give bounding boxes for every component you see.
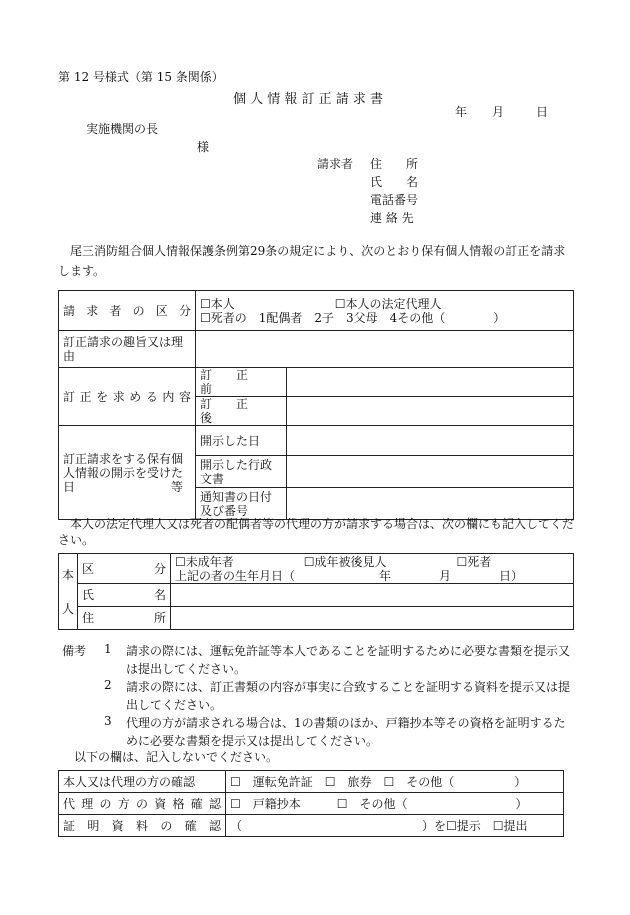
option-agent[interactable]: ☐本人の法定代理人 <box>334 296 442 311</box>
remark-3-num: 3 <box>104 714 112 728</box>
remark-1-text: 請求の際には、運転免許証等本人であることを証明するために必要な書類を提示又は提出してください。 <box>126 644 571 676</box>
reason-label-cell <box>59 331 196 368</box>
requester-name-label: 氏 名 <box>370 175 419 189</box>
agent-side-text: 本人 <box>61 567 74 616</box>
office-row1-content[interactable]: ☐ 運転免許証 ☐ 旅券 ☐ その他（ ） <box>226 771 564 793</box>
category-label-cell <box>59 291 196 331</box>
content-label-cell <box>59 368 196 426</box>
office-row3-content[interactable]: （ ）を☐提示 ☐提出 <box>226 815 564 837</box>
agent-name-label <box>78 584 171 607</box>
requester-address-label: 住 所 <box>370 157 419 171</box>
office-row3-label-cell <box>59 815 226 837</box>
page-title: 個 人 情 報 訂 正 請 求 書 <box>233 92 384 107</box>
reason-label: 訂正請求の趣旨又は理由 <box>63 335 184 363</box>
agent-address-field[interactable] <box>171 607 574 630</box>
disclosed-doc-field[interactable] <box>287 456 574 488</box>
agent-address-label <box>78 607 171 630</box>
request-table <box>58 290 574 520</box>
remark-1-num: 1 <box>104 642 112 656</box>
form-number: 第 12 号様式（第 15 条関係） <box>58 70 224 84</box>
addressee-honorific: 様 <box>197 140 210 154</box>
reason-field[interactable] <box>196 331 574 368</box>
office-table <box>58 770 564 837</box>
remarks-label: 備考 <box>62 644 87 658</box>
office-row1-label: 本人又は代理の方の確認 <box>59 771 226 793</box>
requester-contact-label: 連 絡 先 <box>370 211 414 225</box>
agent-address-text: 住 所 <box>82 611 166 625</box>
agent-category-options <box>171 554 574 584</box>
date-year: 年 <box>455 105 468 119</box>
office-row2-label: 代理の方の資格確認 <box>63 796 221 811</box>
before-label: 訂 正 前 <box>196 368 287 397</box>
addressee-org: 実施機関の長 <box>86 122 159 136</box>
disclosed-doc-label <box>196 456 287 488</box>
disclosed-date-field[interactable] <box>287 426 574 456</box>
office-row3-label: 証明資料の確認 <box>63 818 221 833</box>
office-row2-label-cell <box>59 793 226 815</box>
agent-category-text: 区 分 <box>82 561 166 576</box>
date-month: 月 <box>492 105 505 119</box>
after-field[interactable] <box>287 397 574 426</box>
category-options <box>196 291 574 331</box>
office-row2-content[interactable]: ☐ 戸籍抄本 ☐ その他（ ） <box>226 793 564 815</box>
option-deceased[interactable]: ☐死者の 1配偶者 2子 3父母 4その他（ ） <box>200 310 506 325</box>
agent-name-text: 氏 名 <box>82 588 166 602</box>
agent-name-field[interactable] <box>171 584 574 607</box>
agent-table <box>58 553 574 630</box>
remark-2-num: 2 <box>104 678 112 692</box>
office-note: 以下の欄は、記入しないでください。 <box>74 750 279 764</box>
option-self[interactable]: ☐本人 <box>200 296 235 311</box>
requester-heading: 請求者 <box>317 157 354 171</box>
disclosed-doc-text: 開示した行政文書 <box>200 457 273 486</box>
after-label: 訂 正 後 <box>196 397 287 426</box>
option-dead[interactable]: ☐死者 <box>456 554 492 569</box>
remark-2-text: 請求の際には、訂正書類の内容が事実に合致することを証明する資料を提示又は提出してください。 <box>126 680 571 712</box>
disclosure-label-cell <box>59 426 196 520</box>
option-ward[interactable]: ☐成年被後見人 <box>303 554 387 569</box>
before-field[interactable] <box>287 368 574 397</box>
requester-phone-label: 電話番号 <box>370 193 419 207</box>
agent-category-label <box>78 554 171 584</box>
disclosed-date-label: 開示した日 <box>196 426 287 456</box>
agent-side-label <box>59 554 78 630</box>
intro-text: 尾三消防組合個人情報保護条例第29条の規定により、次のとおり保有個人情報の訂正を請求します。 <box>58 244 566 278</box>
notice-text: 通知書の日付及び番号 <box>200 489 273 518</box>
content-label: 訂正を求める内容 <box>63 389 191 404</box>
remark-3-text: 代理の方が請求される場合は、1の書類のほか、戸籍抄本等その資格を証明するために必要な書類を提示又は提出してください。 <box>126 716 566 748</box>
option-minor[interactable]: ☐未成年者 <box>175 554 234 569</box>
date-day: 日 <box>536 105 549 119</box>
notice-field[interactable] <box>287 488 574 520</box>
agent-note: 本人の法定代理人又は死者の配偶者等の代理の方が請求する場合は、次の欄にも記入してください。 <box>58 517 575 547</box>
notice-label <box>196 488 287 520</box>
category-label: 請求者の区分 <box>63 303 191 318</box>
disclosure-label: 訂正請求をする保有個人情報の開示を受けた日等 <box>63 451 184 494</box>
birthdate-line: 上記の者の生年月日（ 年 月 日） <box>175 568 524 583</box>
